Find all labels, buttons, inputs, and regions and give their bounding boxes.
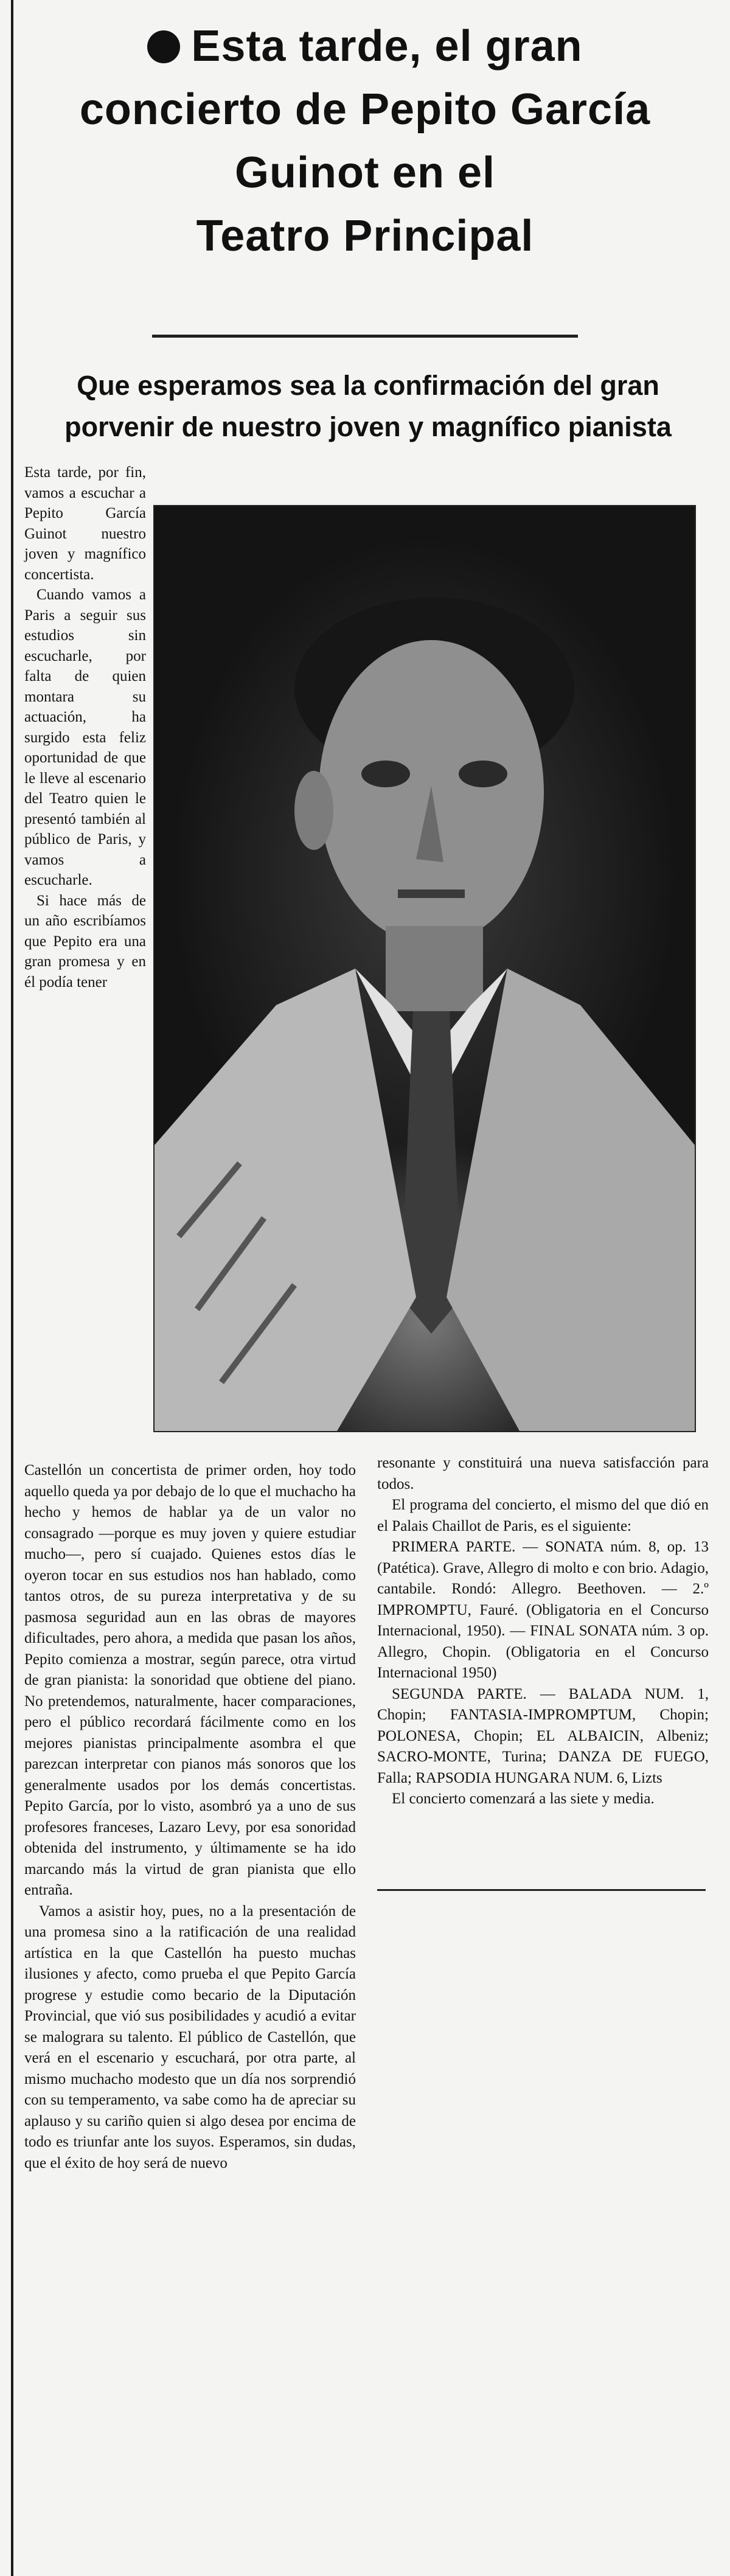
left-border-rule [11, 0, 13, 2576]
paragraph: Castellón un concertista de primer orden, hoy todo aquello queda ya por debajo de lo que el muchacho ha hecho y hemos de hablar ya de un valor no consagrado —porque es muy joven y quiere estudiar mucho—, pero sí cuajado. Quienes estos días le oyeron tocar en sus estudios nos han hablado, como tantos otros, de su pureza interpretativa y de su pasmosa seguridad aun en las obras de mayores dificultades, pero ahora, a medida que pasan los años, Pepito comienza a mostrar, según parece, otra virtud de gran pianista: la sonoridad que obtiene del piano. No pretendemos, naturalmente, hacer comparaciones, pero el público recordará fácilmente como en los mejores pianistas principalmente asombra el que parezcan interpretar con pianos más sonoros que los generalmente usados por los demás concertistas. Pepito García, por lo visto, asombró ya a uno de sus profesores franceses, Lazaro Levy, por esa sonoridad obtenida del instrumento, y últimamente se ha ido marcando más la virtud de gran pianista que ello entraña. [24, 1462, 356, 1898]
subheadline-line-1: Que esperamos sea la confirmación del gran [77, 370, 659, 401]
paragraph: Cuando vamos a Paris a seguir sus estudios sin escucharle, por falta de quien montara su actuación, ha surgido esta feliz oportunidad de que le lleve al escenario del Teatro quien le presentó también al público de Paris, y vamos a escucharle. [24, 587, 146, 888]
portrait-silhouette-icon [155, 506, 695, 1431]
subheadline-line-2: porvenir de nuestro joven y magnífico pianista [64, 411, 672, 442]
paragraph: resonante y constituirá una nueva satisfacción para todos. [377, 1455, 709, 1492]
headline-line-2: concierto de Pepito García [79, 85, 651, 134]
concert-start-time: El concierto comenzará a las siete y media. [392, 1791, 655, 1807]
narrow-text-column [24, 462, 146, 992]
headline-line-4: Teatro Principal [196, 212, 534, 260]
subheadline [36, 365, 700, 448]
bullet-dot-icon [147, 30, 180, 63]
article-column-right [377, 1453, 709, 1810]
headline-divider [152, 335, 578, 338]
article-column-left [24, 1460, 356, 2174]
article-end-rule [377, 1889, 706, 1891]
pianist-portrait-photo [153, 505, 696, 1432]
paragraph: Esta tarde, por fin, vamos a escuchar a Pepito García Guinot nuestro joven y magnífico concertista. [24, 464, 146, 583]
paragraph: Vamos a asistir hoy, pues, no a la presentación de una promesa sino a la ratificación de una realidad artística en la que Castellón ha puesto muchas ilusiones y afecto, como prueba el que Pepito García progrese y estudie como becario de la Diputación Provincial, que vió sus posibilidades y acudió a evitar se malograra su talento. El público de Castellón, que verá en el escenario y escuchará, por otra parte, al mismo muchacho modesto que un día nos sorprendió con su temperamento, va sabe como ha de apreciar su aplauso y su cariño quien si algo desea por encima de todo es triunfar ante los suyos. Esperamos, sin dudas, que el éxito de hoy será de nuevo [24, 1902, 356, 2171]
concert-program-part-1: PRIMERA PARTE. — SONATA núm. 8, op. 13 (Patética). Grave, Allegro di molto e con brio. Adagio, cantabile. Rondó: Allegro. Beethoven. — 2.º IMPROMPTU, Fauré. (Obligatoria en el Concurso Internacional, 1950). — FINAL SONATA núm. 3 op. Allegro, Chopin. (Obligatoria en el Concurso Internacional 1950) [377, 1539, 709, 1681]
concert-program-part-2: SEGUNDA PARTE. — BALADA NUM. 1, Chopin; FANTASIA-IMPROMPTUM, Chopin; POLONESA, Chopin; EL ALBAICIN, Albeniz; SACRO-MONTE, Turina; DANZA DE FUEGO, Falla; RAPSODIA HUNGARA NUM. 6, Lizts [377, 1685, 709, 1786]
headline-line-3: Guinot en el [234, 148, 495, 197]
paragraph: El programa del concierto, el mismo del que dió en el Palais Chaillot de Paris, es el siguiente: [377, 1497, 709, 1534]
headline [24, 15, 706, 268]
paragraph: Si hace más de un año escribíamos que Pepito era una gran promesa y en él podía tener [24, 892, 146, 990]
headline-line-1: Esta tarde, el gran [24, 15, 706, 78]
